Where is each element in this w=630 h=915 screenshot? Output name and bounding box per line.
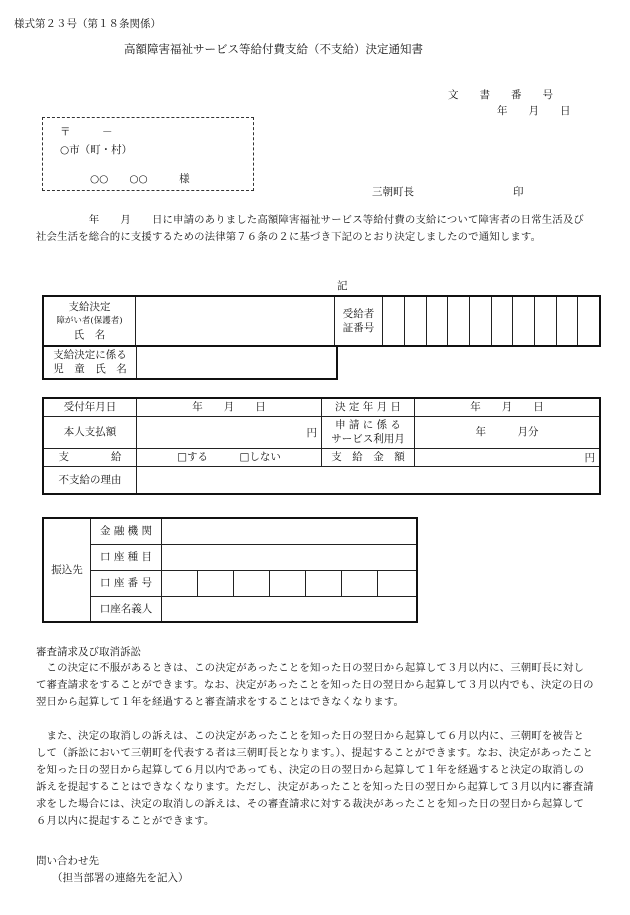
certificate-digit-cell[interactable] bbox=[491, 296, 513, 346]
child-label-line2: 児 童 氏 名 bbox=[53, 362, 127, 375]
certificate-digit-cell[interactable] bbox=[534, 296, 556, 346]
financial-institution-label: 金 融 機 関 bbox=[91, 518, 162, 544]
ki-label: 記 bbox=[337, 280, 348, 292]
decision-date-value[interactable]: 年 月 日 bbox=[415, 398, 601, 416]
certificate-digit-cell[interactable] bbox=[578, 296, 600, 346]
child-name-field[interactable] bbox=[137, 345, 338, 379]
self-pay-amount-field[interactable] bbox=[137, 416, 322, 448]
decision-table bbox=[42, 397, 601, 495]
child-label-line1: 支給決定に係る bbox=[53, 348, 127, 361]
document-date-label: 年 月 日 bbox=[497, 105, 571, 117]
payment-amount-label: 支 給 金 額 bbox=[322, 448, 415, 466]
child-name-table bbox=[42, 345, 338, 380]
account-number-digit[interactable] bbox=[378, 570, 418, 596]
address-city: ○市（町・村） bbox=[60, 144, 133, 156]
recipient-label-line1: 支給決定 bbox=[68, 301, 111, 313]
appeal-paragraph-1: この決定に不服があるときは、この決定があったことを知った日の翌日から起算して３月以内に、三朝町長に対して審査請求をすることができます。なお、決定があったことを知った日の翌日から起算して３月以内でも、決定の日の翌日から起算して１年を経過すると審査請求をすることはできなくなります。 bbox=[36, 662, 594, 708]
received-date-label: 受付年月日 bbox=[43, 398, 137, 416]
account-number-digit[interactable] bbox=[270, 570, 306, 596]
certificate-label-cell bbox=[334, 296, 382, 346]
financial-institution-field[interactable] bbox=[162, 518, 418, 544]
contact-heading: 問い合わせ先 bbox=[36, 855, 99, 867]
certificate-digit-cell[interactable] bbox=[556, 296, 578, 346]
payment-amount-yen-unit: 円 bbox=[584, 451, 595, 464]
received-date-value[interactable]: 年 月 日 bbox=[137, 398, 322, 416]
contact-note: （担当部署の連絡先を記入） bbox=[52, 872, 189, 884]
child-label-cell bbox=[43, 345, 137, 379]
payment-checkbox-options[interactable]: □する □しない bbox=[137, 448, 322, 466]
certificate-label-line1: 受給者 bbox=[342, 308, 375, 320]
self-pay-label: 本人支払額 bbox=[43, 416, 137, 448]
appeal-heading: 審査請求及び取消訴訟 bbox=[36, 646, 141, 658]
payment-amount-field[interactable] bbox=[415, 448, 601, 466]
payment-label: 支 給 bbox=[43, 448, 137, 466]
account-number-digit[interactable] bbox=[162, 570, 198, 596]
account-number-digit[interactable] bbox=[306, 570, 342, 596]
service-month-label-line2: サービス利用月 bbox=[331, 433, 405, 445]
account-number-digit[interactable] bbox=[234, 570, 270, 596]
certificate-digit-cell[interactable] bbox=[513, 296, 535, 346]
issuer-seal: 印 bbox=[513, 186, 524, 198]
account-holder-field[interactable] bbox=[162, 596, 418, 622]
transfer-destination-label: 振込先 bbox=[43, 518, 91, 622]
postal-code: 〒 － bbox=[60, 126, 113, 138]
appeal-paragraph-2: また、決定の取消しの訴えは、この決定があったことを知った日の翌日から起算して６月以内に、三朝町を被告として（訴訟において三朝町を代表する者は三朝町長となります。）、提起することができます。なお、決定があったことを知った日の翌日から起算して６月以内であっても、決定の日の翌日から起算して１年を経過すると決定の取消しの訴えを提起することはできなくなります。ただし、決定があったことを知った日の翌日から起算して３月以内に審査請求をした場合には、決定の取消しの訴えは、その審査請求に対する裁決があったことを知った日の翌日から起算して６月以内に提起することができます。 bbox=[36, 730, 594, 827]
account-type-field[interactable] bbox=[162, 544, 418, 570]
recipient-table bbox=[42, 295, 601, 347]
service-month-label-line1: 申 請 に 係 る bbox=[335, 419, 401, 431]
recipient-label-cell bbox=[43, 296, 135, 346]
recipient-label-line2: 障がい者(保護者) bbox=[56, 316, 123, 326]
certificate-digit-cell[interactable] bbox=[469, 296, 491, 346]
recipient-label-line3: 氏 名 bbox=[73, 329, 106, 341]
account-number-label: 口 座 番 号 bbox=[91, 570, 162, 596]
certificate-digit-cell[interactable] bbox=[404, 296, 426, 346]
self-pay-yen-unit: 円 bbox=[306, 426, 317, 439]
document-number-label: 文 書 番 号 bbox=[448, 89, 553, 101]
account-number-digit[interactable] bbox=[198, 570, 234, 596]
decision-date-label: 決 定 年 月 日 bbox=[322, 398, 415, 416]
issuer-name: 三朝町長 bbox=[372, 186, 414, 198]
certificate-digit-cell[interactable] bbox=[426, 296, 448, 346]
form-number: 様式第２３号（第１８条関係） bbox=[14, 18, 161, 30]
bank-transfer-table bbox=[42, 517, 418, 623]
certificate-digit-cell[interactable] bbox=[448, 296, 470, 346]
certificate-label-line2: 証番号 bbox=[342, 322, 375, 334]
intro-paragraph: 年 月 日に申請のありました高額障害福祉サービス等給付費の支給について障害者の日常生活及び社会生活を総合的に支援するための法律第７６条の２に基づき下記のとおり決定しましたので通知します。 bbox=[36, 214, 584, 243]
document-title: 高額障害福祉サービス等給付費支給（不支給）決定通知書 bbox=[124, 42, 423, 56]
non-payment-reason-label: 不支給の理由 bbox=[43, 466, 137, 494]
recipient-name-field[interactable] bbox=[135, 296, 334, 346]
service-month-label bbox=[322, 416, 415, 448]
addressee-name: ○○ ○○ 様 bbox=[90, 173, 190, 185]
account-type-label: 口 座 種 目 bbox=[91, 544, 162, 570]
non-payment-reason-field[interactable] bbox=[137, 466, 601, 494]
certificate-digit-cell[interactable] bbox=[383, 296, 405, 346]
account-holder-label: 口座名義人 bbox=[91, 596, 162, 622]
service-month-value[interactable]: 年 月分 bbox=[415, 416, 601, 448]
account-number-digit[interactable] bbox=[342, 570, 378, 596]
